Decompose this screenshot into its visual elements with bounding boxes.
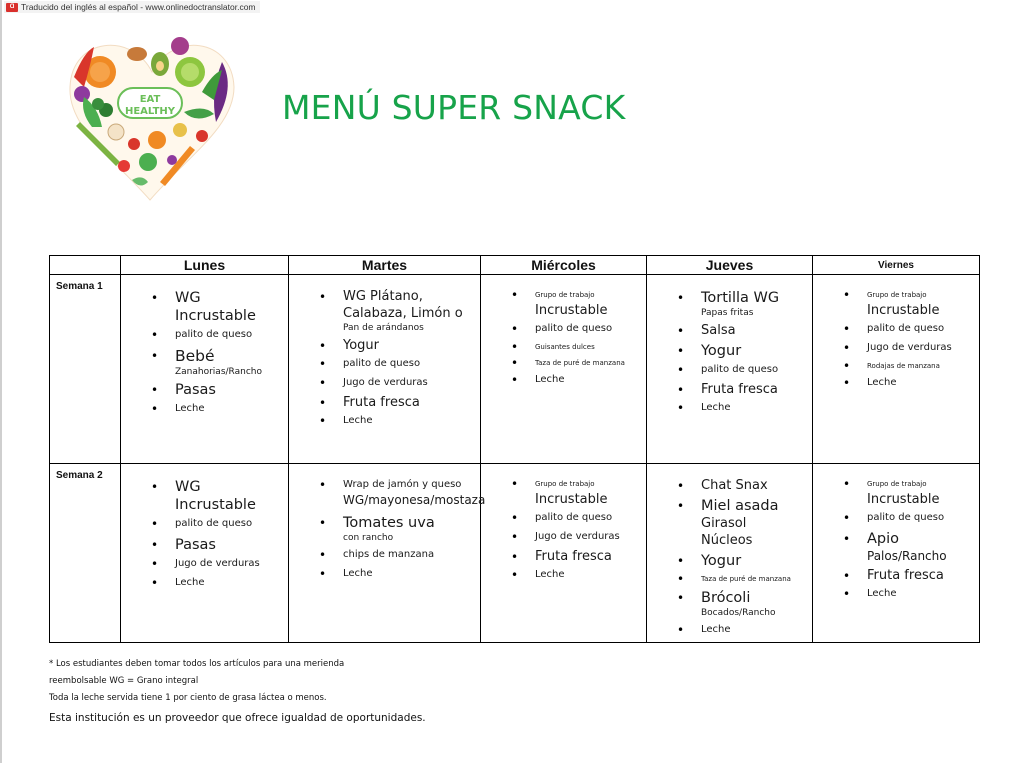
menu-cell-lunes <box>121 275 289 464</box>
menu-item-text: • Fruta fresca <box>701 382 778 397</box>
footnotes <box>49 656 426 727</box>
menu-item-list <box>647 275 812 415</box>
menu-item <box>677 552 806 570</box>
corner-header <box>50 256 121 275</box>
menu-item-text: • Bebé <box>175 347 215 365</box>
menu-item <box>511 478 640 508</box>
menu-item <box>677 573 806 586</box>
menu-item <box>677 478 806 494</box>
menu-item-text: • Leche <box>343 568 373 579</box>
menu-item-text: • Leche <box>867 377 897 388</box>
menu-item-text: • Yogur <box>701 553 742 569</box>
day-header-jueves: Jueves <box>647 256 813 275</box>
menu-item-text: • Leche <box>867 588 897 599</box>
menu-item <box>151 517 282 531</box>
menu-cell-miercoles <box>481 275 647 464</box>
menu-item-text: • Fruta fresca <box>535 549 612 564</box>
week-label: Semana 2 <box>50 464 121 643</box>
menu-item-text: • Miel asada <box>701 498 779 514</box>
menu-item-text: • Grupo de trabajo <box>867 480 927 488</box>
menu-cell-viernes <box>813 464 980 643</box>
menu-item-list <box>481 464 646 582</box>
day-header-miercoles: Miércoles <box>481 256 647 275</box>
menu-item-continuation: Incrustable <box>535 303 608 318</box>
menu-item-text: • Tomates uva <box>343 515 435 531</box>
logo-text-healthy: HEALTHY <box>124 106 176 117</box>
footnote-2: reembolsable WG = Grano integral <box>49 676 199 686</box>
menu-item <box>151 576 282 590</box>
menu-item <box>677 497 806 549</box>
menu-item-list <box>813 275 979 390</box>
menu-item <box>511 357 640 370</box>
menu-item <box>511 289 640 319</box>
footnote-3: Toda la leche servida tiene 1 por ciento de grasa láctea o menos. <box>49 693 327 703</box>
menu-cell-miercoles <box>481 464 647 643</box>
menu-item-continuation: Incrustable <box>867 303 940 318</box>
menu-item-text: • Leche <box>701 624 731 635</box>
menu-item-text: • Yogur <box>343 338 380 353</box>
menu-item-text: • Leche <box>175 577 205 588</box>
menu-item-list <box>121 464 288 590</box>
menu-item <box>319 289 474 335</box>
menu-item <box>677 623 806 637</box>
menu-item-list <box>813 464 979 601</box>
menu-item <box>843 568 973 584</box>
footnote-equal-opportunity: Esta institución es un proveedor que ofrece igualdad de oportunidades. <box>49 712 426 724</box>
menu-item-text: • WG Incrustable <box>175 479 256 513</box>
snack-menu-table <box>49 255 980 643</box>
menu-item-text: • Rodajas de manzana <box>867 362 940 370</box>
menu-item-list <box>121 275 288 416</box>
menu-cell-viernes <box>813 275 980 464</box>
menu-item <box>319 478 486 509</box>
menu-cell-jueves <box>647 275 813 464</box>
menu-item-continuation: Zanahorias/Rancho <box>175 367 262 377</box>
menu-item <box>151 557 282 571</box>
menu-item <box>319 376 474 390</box>
menu-item-text: • Leche <box>343 415 373 426</box>
menu-item <box>319 357 474 371</box>
menu-item <box>843 376 973 390</box>
menu-item <box>677 382 806 398</box>
menu-item <box>677 323 806 339</box>
menu-item-text: • Jugo de verduras <box>535 531 620 542</box>
menu-item-text: • Yogur <box>701 343 742 359</box>
menu-item-text: • Leche <box>701 402 731 413</box>
menu-item <box>843 322 973 336</box>
menu-item-continuation: Incrustable <box>535 492 608 507</box>
menu-cell-lunes <box>121 464 289 643</box>
menu-item-text: • Guisantes dulces <box>535 343 595 351</box>
menu-item-continuation: Papas fritas <box>701 308 754 318</box>
menu-item-continuation: Palos/Rancho <box>867 549 947 563</box>
week-row-2 <box>50 464 980 643</box>
footnote-1: * Los estudiantes deben tomar todos los artículos para una merienda <box>49 659 345 669</box>
menu-item-list <box>647 464 812 637</box>
menu-item-text: • Taza de puré de manzana <box>701 575 791 583</box>
menu-item <box>843 360 973 373</box>
menu-item-list <box>481 275 646 387</box>
menu-item-text: • Grupo de trabajo <box>535 291 595 299</box>
menu-item-text: • Jugo de verduras <box>867 342 952 353</box>
menu-item <box>319 548 474 562</box>
menu-item <box>151 347 282 379</box>
menu-item <box>677 363 806 377</box>
menu-item-text: • Brócoli <box>701 590 751 606</box>
menu-item <box>511 549 640 565</box>
menu-item <box>151 289 282 325</box>
day-header-viernes: Viernes <box>813 256 980 275</box>
menu-item-text: • palito de queso <box>535 512 613 523</box>
menu-item <box>319 338 474 354</box>
menu-item-continuation: Incrustable <box>867 492 940 507</box>
menu-item <box>511 341 640 354</box>
menu-cell-jueves <box>647 464 813 643</box>
menu-item-continuation: Núcleos <box>701 533 753 548</box>
menu-item-text: • Fruta fresca <box>867 568 944 583</box>
day-header-lunes: Lunes <box>121 256 289 275</box>
menu-item-text: • palito de queso <box>175 518 253 529</box>
menu-item-text: • WG Incrustable <box>175 290 256 324</box>
menu-item <box>511 530 640 544</box>
menu-item-continuation: Calabaza, Limón o <box>343 306 463 321</box>
menu-item-text: • Chat Snax <box>701 478 768 493</box>
day-header-martes: Martes <box>289 256 481 275</box>
menu-item <box>151 381 282 399</box>
menu-item <box>319 395 474 411</box>
menu-item <box>151 536 282 554</box>
week-label: Semana 1 <box>50 275 121 464</box>
menu-item <box>843 511 973 525</box>
menu-item-text: • WG Plátano, <box>343 289 423 304</box>
menu-item-continuation: Bocados/Rancho <box>701 608 776 618</box>
menu-item-text: • Salsa <box>701 323 736 338</box>
menu-item <box>151 478 282 514</box>
page-edge <box>0 0 2 763</box>
menu-cell-martes <box>289 464 486 643</box>
menu-item-text: • palito de queso <box>535 323 613 334</box>
menu-item-list <box>289 275 480 428</box>
menu-item <box>511 568 640 582</box>
menu-item-text: • Grupo de trabajo <box>867 291 927 299</box>
menu-item <box>843 341 973 355</box>
menu-item-text: • Fruta fresca <box>343 395 420 410</box>
translator-logo-icon: Ɑ <box>6 3 18 12</box>
translator-banner[interactable] <box>4 1 260 13</box>
menu-item <box>843 289 973 319</box>
menu-item-text: • Wrap de jamón y queso <box>343 479 462 490</box>
menu-item-text: • Apio <box>867 531 900 547</box>
menu-item-text: • Jugo de verduras <box>343 377 428 388</box>
menu-item-text: • Tortilla WG <box>701 290 780 306</box>
menu-item <box>319 514 474 545</box>
menu-item-text: • palito de queso <box>343 358 421 369</box>
menu-item-text: • palito de queso <box>175 329 253 340</box>
menu-item <box>843 530 973 565</box>
menu-item-text: • palito de queso <box>867 323 945 334</box>
menu-item-text: • Leche <box>175 403 205 414</box>
menu-item-text: • Taza de puré de manzana <box>535 359 625 367</box>
menu-item <box>677 589 806 620</box>
menu-item <box>511 373 640 387</box>
menu-item-list <box>289 464 486 581</box>
menu-item <box>677 342 806 360</box>
menu-item <box>677 401 806 415</box>
menu-item-continuation: Girasol <box>701 516 747 531</box>
menu-item <box>151 328 282 342</box>
menu-item <box>319 567 474 581</box>
menu-item-continuation: con rancho <box>343 533 394 543</box>
menu-item-text: • Jugo de verduras <box>175 558 260 569</box>
menu-item <box>843 478 973 508</box>
menu-item <box>511 322 640 336</box>
menu-item-continuation: Pan de arándanos <box>343 323 424 333</box>
menu-item-text: • chips de manzana <box>343 549 435 560</box>
menu-item-text: • Leche <box>535 374 565 385</box>
menu-item-text: • palito de queso <box>701 364 779 375</box>
menu-item-text: • Pasas <box>175 382 216 398</box>
menu-item <box>843 587 973 601</box>
menu-item <box>319 414 474 428</box>
eat-healthy-heart-logo <box>62 32 242 204</box>
translator-banner-text: Traducido del inglés al español - www.onlinedoctranslator.com <box>21 2 256 12</box>
menu-item-text: • Leche <box>535 569 565 580</box>
menu-item-text: • Grupo de trabajo <box>535 480 595 488</box>
menu-item <box>677 289 806 320</box>
menu-item <box>511 511 640 525</box>
logo-text-eat: EAT <box>139 94 161 105</box>
menu-item-text: • palito de queso <box>867 512 945 523</box>
menu-item-text: • Pasas <box>175 537 216 553</box>
week-row-1 <box>50 275 980 464</box>
menu-cell-martes <box>289 275 481 464</box>
page-title: MENÚ SUPER SNACK <box>282 88 626 127</box>
menu-item-continuation: WG/mayonesa/mostaza <box>343 493 486 507</box>
menu-item <box>151 402 282 416</box>
